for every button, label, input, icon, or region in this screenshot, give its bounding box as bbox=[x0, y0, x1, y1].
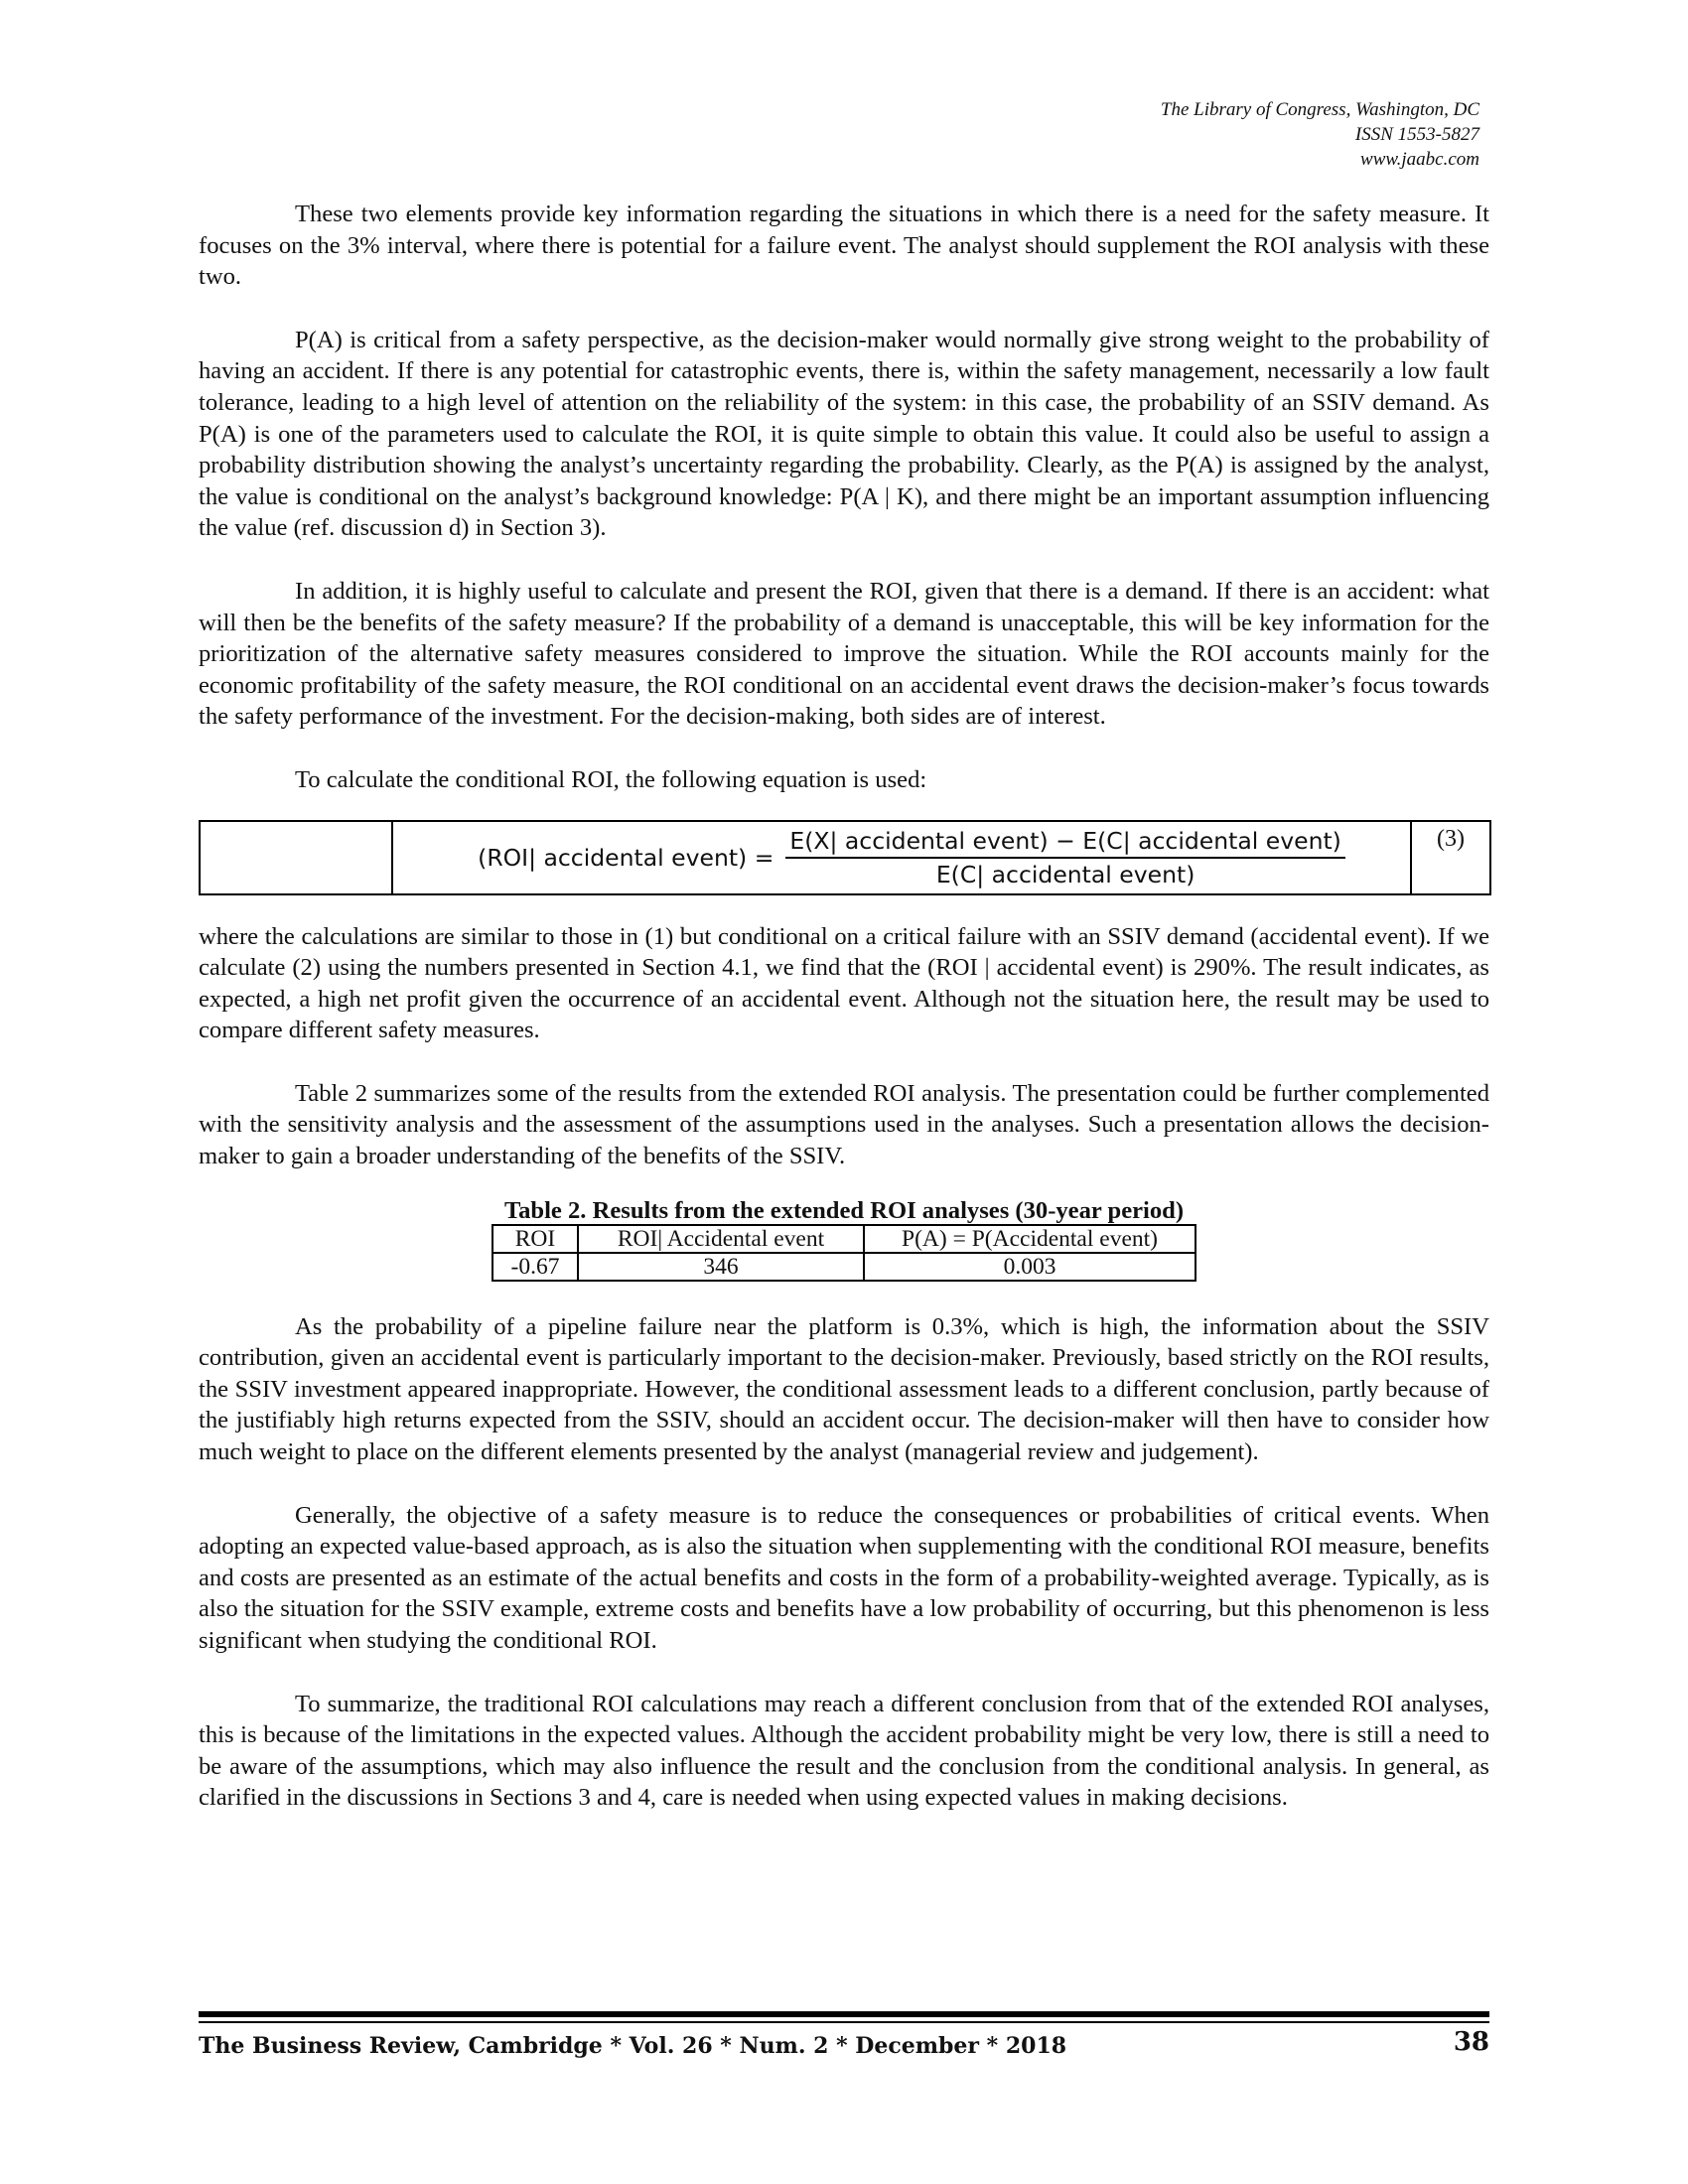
equation-blank-cell bbox=[200, 821, 392, 894]
footer-rule bbox=[199, 2011, 1489, 2017]
table-row bbox=[492, 1253, 1196, 1281]
table-cell: 346 bbox=[578, 1253, 864, 1281]
paragraph-6: Table 2 summarizes some of the results from the extended ROI analysis. The presentation could be further complemented with the sensitivity analysis and the assessment of the assumptions used in the analyses. Such a presentation allows the decision-maker to gain a broader understanding of the benefits of the SSIV. bbox=[199, 1079, 1489, 1170]
results-table bbox=[492, 1224, 1196, 1282]
paragraph-3: In addition, it is highly useful to calculate and present the ROI, given that there is a demand. If there is an accident: what will then be the benefits of the safety measure? If the probability of a demand is unacceptable, this will be key information for the prioritization of the alternative safety measures considered to improve the situation. While the ROI accounts mainly for the economic profitability of the safety measure, the ROI conditional on an accidental event draws the decision-maker’s focus towards the safety performance of the investment. For the decision-making, both sides are of interest. bbox=[199, 577, 1489, 731]
paragraph-5: where the calculations are similar to those in (1) but conditional on a critical failure with an SSIV demand (accidental event). If we calculate (2) using the numbers presented in Section 4.1, we find that the (ROI | accidental event) is 290%. The result indicates, as expected, a high net profit given the occurrence of an accidental event. Although not the situation here, the result may be used to compare different safety measures. bbox=[199, 922, 1489, 1044]
equation-number: (3) bbox=[1411, 821, 1490, 894]
paragraph-1: These two elements provide key information regarding the situations in which there is a need for the safety measure. It focuses on the 3% interval, where there is potential for a failure event. The analyst should supplement the ROI analysis with these two. bbox=[199, 201, 1489, 291]
table-header-cell: ROI| Accidental event bbox=[578, 1225, 864, 1253]
equation-lhs: (ROI| accidental event) = bbox=[478, 843, 774, 872]
equation-numerator: E(X| accidental event) − E(C| accidental event) bbox=[785, 827, 1344, 859]
footer-rule-thin bbox=[199, 2021, 1489, 2023]
header-website: www.jaabc.com bbox=[1360, 149, 1479, 170]
equation-denominator: E(C| accidental event) bbox=[935, 860, 1196, 888]
page-number: 38 bbox=[1453, 2027, 1489, 2057]
equation-cell bbox=[392, 821, 1411, 894]
header-issn: ISSN 1553-5827 bbox=[1354, 124, 1479, 145]
table-cell: 0.003 bbox=[864, 1253, 1196, 1281]
paragraph-2: P(A) is critical from a safety perspective, as the decision-maker would normally give strong weight to the probability of having an accident. If there is any potential for catastrophic events, there is, within the safety management, necessarily a low fault tolerance, leading to a high level of attention on the reliability of the system: in this case, the probability of an SSIV demand. As P(A) is one of the parameters used to calculate the ROI, it is quite simple to obtain this value. It could also be useful to assign a probability distribution showing the analyst’s uncertainty regarding the probability. Clearly, as the P(A) is assigned by the analyst, the value is conditional on the analyst’s background knowledge: P(A | K), and there might be an important assumption influencing the value (ref. discussion d) in Section 3). bbox=[199, 326, 1489, 542]
paragraph-8: Generally, the objective of a safety measure is to reduce the consequences or probabilities of critical events. When adopting an expected value-based approach, as is also the situation when supplementing with the conditional ROI measure, benefits and costs are presented as an estimate of the actual benefits and costs in the form of a probability-weighted average. Typically, as is also the situation for the SSIV example, extreme costs and benefits have a low probability of occurring, but this phenomenon is less significant when studying the conditional ROI. bbox=[199, 1501, 1489, 1654]
equation-table bbox=[199, 820, 1491, 895]
running-header bbox=[1161, 97, 1479, 172]
table-cell: -0.67 bbox=[492, 1253, 578, 1281]
table-2-caption: Table 2. Results from the extended ROI analyses (30-year period) bbox=[503, 1196, 1185, 1224]
header-publisher: The Library of Congress, Washington, DC bbox=[1160, 99, 1479, 120]
table-header-row bbox=[492, 1225, 1196, 1253]
footer-journal: The Business Review, Cambridge * Vol. 26 * Num. 2 * December * 2018 bbox=[199, 2033, 1067, 2059]
paragraph-4: To calculate the conditional ROI, the following equation is used: bbox=[295, 765, 927, 793]
page-body bbox=[199, 199, 1489, 1845]
equation-fraction bbox=[785, 827, 1344, 888]
table-header-cell: ROI bbox=[492, 1225, 578, 1253]
paragraph-7: As the probability of a pipeline failure near the platform is 0.3%, which is high, the information about the SSIV contribution, given an accidental event is particularly important to the decision-maker. Previously, based strictly on the ROI results, the SSIV investment appeared inappropriate. However, the conditional assessment leads to a different conclusion, partly because of the justifiably high returns expected from the SSIV, should an accident occur. The decision-maker will then have to consider how much weight to place on the different elements presented by the analyst (managerial review and judgement). bbox=[199, 1312, 1489, 1466]
paragraph-9: To summarize, the traditional ROI calculations may reach a different conclusion from that of the extended ROI analyses, this is because of the limitations in the expected values. Although the accident probability might be very low, there is still a need to be aware of the assumptions, which may also influence the result and the conclusion from the conditional analysis. In general, as clarified in the discussions in Sections 3 and 4, care is needed when using expected values in making decisions. bbox=[199, 1690, 1489, 1812]
table-header-cell: P(A) = P(Accidental event) bbox=[864, 1225, 1196, 1253]
